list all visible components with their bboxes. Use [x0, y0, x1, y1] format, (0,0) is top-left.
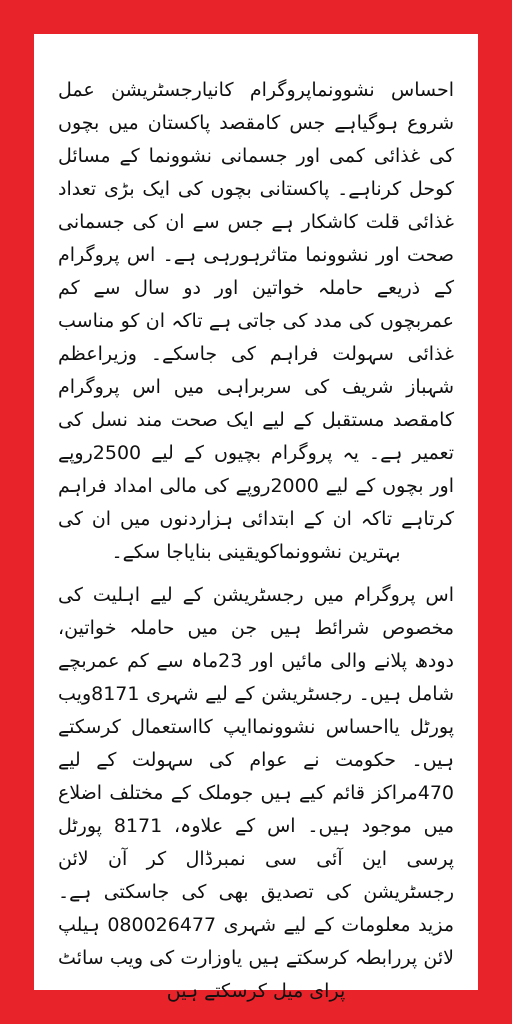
paragraph-program-overview: احساس نشوونماپروگرام کانیارجسٹریشن عمل شروع ہوگیاہے جس کامقصد پاکستان میں بچوں کی غذائی کمی اور جسمانی نشوونما کے مسائل کوحل کرناہے۔ پاکستانی بچوں کی ایک بڑی تعداد غذائی قلت کاشکار ہے جس سے ان کی جسمانی صحت اور نشوونما متاثرہورہی ہے۔ اس پروگرام کے ذریعے حاملہ خواتین اور دو سال سے کم عمربچوں کی مدد کی جاتی ہے تاکہ ان کو مناسب غذائی سہولت فراہم کی جاسکے۔ وزیراعظم شہباز شریف کی سربراہی میں اس پروگرام کامقصد مستقبل کے لیے ایک صحت مند نسل کی تعمیر ہے۔ یہ پروگرام بچیوں کے لیے 2500روپے اور بچوں کے لیے 2000روپے کی مالی امداد فراہم کرتاہے تاکہ ان کے ابتدائی ہزاردنوں میں ان کی بہترین نشوونماکویقینی بنایاجا سکے۔: [58, 79, 454, 563]
paragraph-registration-details: اس پروگرام میں رجسٹریشن کے لیے اہلیت کی مخصوص شرائط ہیں جن میں حاملہ خواتین، دودھ پلانے والی مائیں اور 23ماہ سے کم عمربچے شامل ہیں۔ رجسٹریشن کے لیے شہری 8171ویب پورٹل یااحساس نشوونماایپ کااستعمال کرسکتے ہیں۔ حکومت نے عوام کی سہولت کے لیے 470مراکز قائم کیے ہیں جوملک کے مختلف اضلاع میں موجود ہیں۔ اس کے علاوہ، 8171 پورٹل پرسی این آئی سی نمبرڈال کر آن لائن رجسٹریشن کی تصدیق بھی کی جاسکتی ہے۔ مزید معلومات کے لیے شہری 080026477 ہیلپ لائن پررابطہ کرسکتے ہیں یاوزارت کی ویب سائٹ پرای میل کرسکتے ہیں: [58, 584, 454, 1002]
article-body: [34, 34, 478, 1002]
